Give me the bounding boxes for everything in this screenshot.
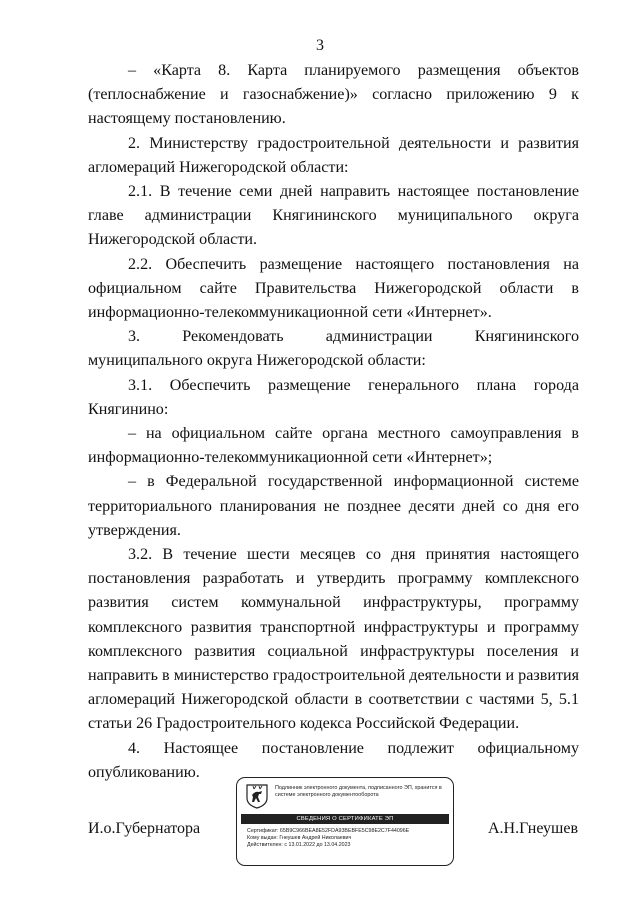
certificate-owner: Кому выдан: Гнеушев Андрей Николаевич (247, 835, 352, 842)
electronic-signature-stamp (236, 777, 454, 866)
paragraph-2: 2. Министерству градостроительной деятельности и развития агломераций Нижегородской области: (88, 134, 579, 176)
stamp-details (247, 828, 451, 850)
paragraph-3: 3. Рекомендовать администрации Княгининского муниципального округа Нижегородской области: (88, 328, 579, 370)
signatory-position: И.о.Губернатора (88, 820, 201, 837)
paragraph-3-2: 3.2. В течение шести месяцев со дня принятия настоящего постановления разработать и утвердить программу комплексного развития систем коммунальной инфраструктуры, программу комплексного развития транспортной инфраструктуры и программу комплексного развития социальной инфраструктуры поселения и направить в министерство градостроительной деятельности и развития агломераций Нижегородской области в соответствии с частями 5, 5.1 статьи 26 Градостроительного кодекса Российской Федерации. (88, 546, 579, 733)
stamp-title: СВЕДЕНИЯ О СЕРТИФИКАТЕ ЭП (241, 814, 449, 824)
page-number: 3 (316, 37, 324, 54)
signatory-name: А.Н.Гнеушев (488, 820, 578, 837)
paragraph-2-2: 2.2. Обеспечить размещение настоящего постановления на официальном сайте Правительства Нижегородской области в информационно-телекоммуникационной сети «Интернет». (88, 255, 579, 322)
paragraph-3-1-fgis: – в Федеральной государственной информационной системе территориального планирования не позднее десяти дней со дня его утверждения. (88, 473, 579, 539)
paragraph-2-1: 2.1. В течение семи дней направить настоящее постановление главе администрации Княгининского муниципального округа Нижегородской области. (88, 183, 579, 249)
paragraph-map8: – «Карта 8. Карта планируемого размещения объектов (теплоснабжение и газоснабжение)» согласно приложению 9 к настоящему постановлению. (88, 62, 579, 128)
paragraph-3-1: 3.1. Обеспечить размещение генерального плана города Княгинино: (88, 376, 579, 418)
certificate-number: Сертификат: 65B9C966BEA8E52FDA93BEBFE5C98E2C7F44096E (247, 828, 410, 834)
paragraph-3-1-site: – на официальном сайте органа местного самоуправления в информационно-телекоммуникационной сети «Интернет»; (88, 425, 579, 467)
certificate-validity: Действителен: с 13.01.2022 до 13.04.2023 (247, 842, 351, 849)
deer-emblem-icon (245, 783, 269, 809)
paragraph-4: 4. Настоящее постановление подлежит официальному опубликованию. (88, 739, 579, 781)
document-body (88, 59, 579, 785)
stamp-header: Подлинник электронного документа, подписанного ЭП, хранится в системе электронного документооборота (275, 785, 442, 798)
